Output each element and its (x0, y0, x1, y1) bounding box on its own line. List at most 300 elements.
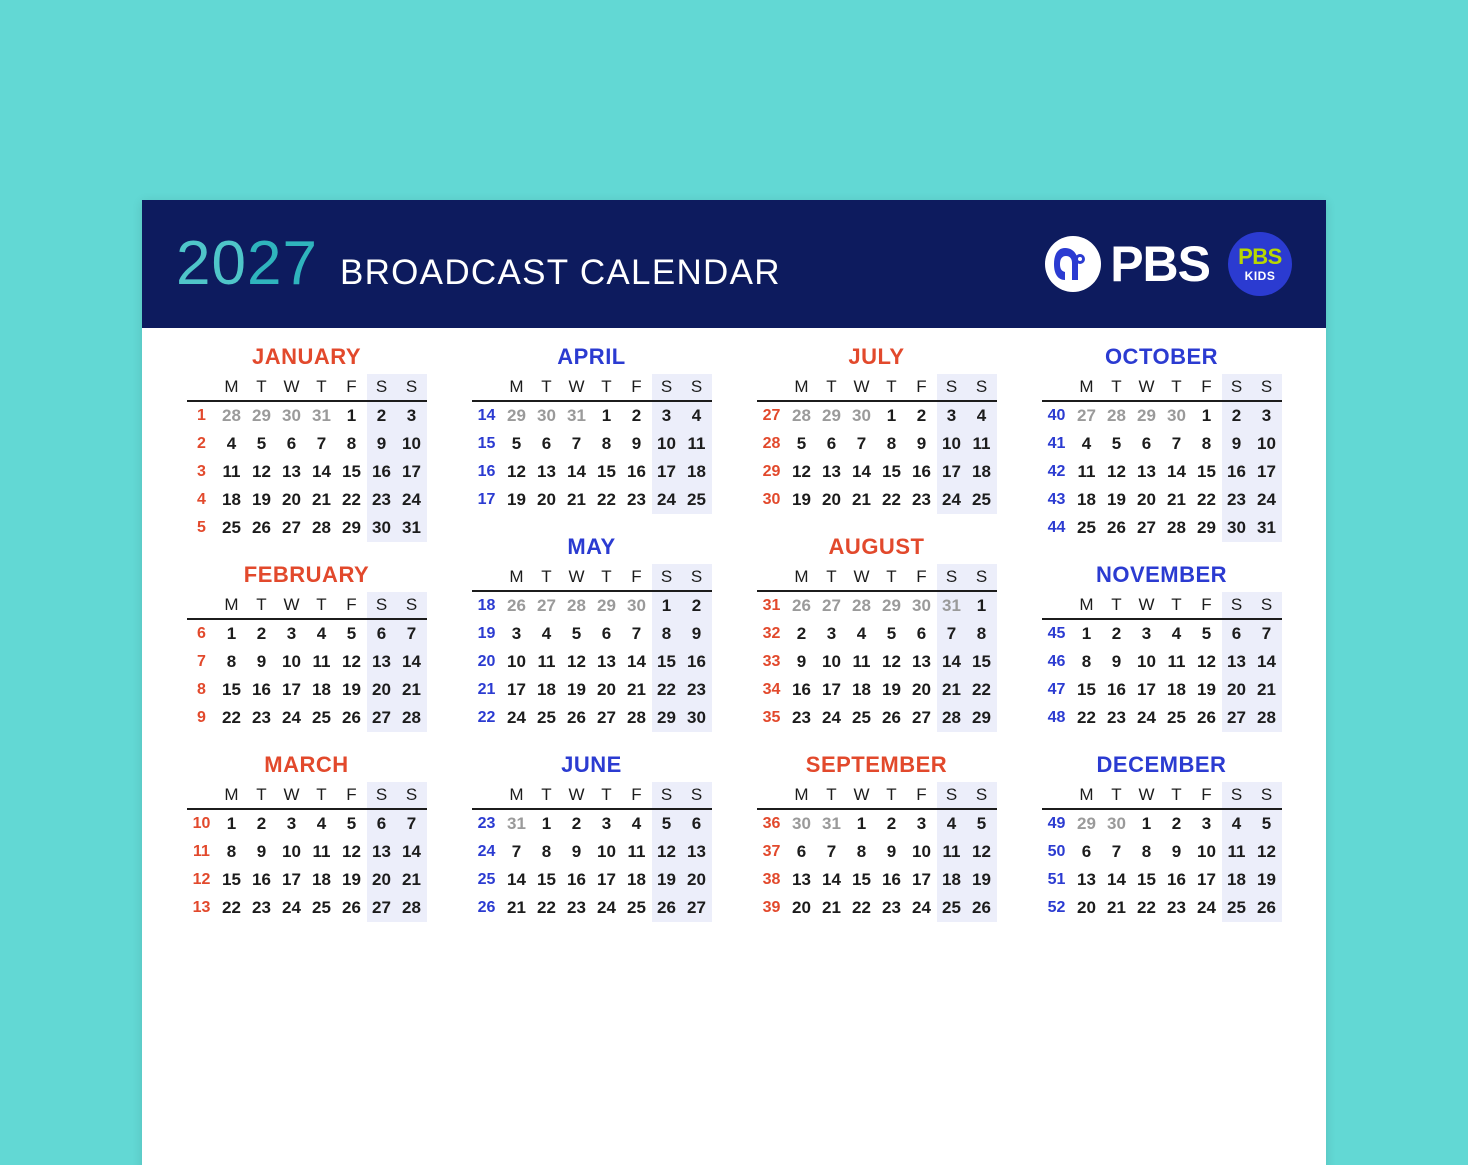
day-cell[interactable]: 22 (342, 490, 361, 509)
day-cell[interactable]: 9 (571, 842, 582, 861)
day-cell[interactable]: 23 (367, 486, 397, 514)
day-cell[interactable]: 23 (882, 898, 901, 917)
day-cell[interactable]: 25 (682, 486, 712, 514)
day-cell[interactable]: 28 (1107, 406, 1126, 425)
day-cell[interactable]: 26 (567, 708, 586, 727)
day-cell[interactable]: 12 (567, 652, 586, 671)
day-cell[interactable]: 21 (507, 898, 526, 917)
day-cell[interactable]: 14 (822, 870, 841, 889)
day-cell[interactable]: 4 (682, 401, 712, 430)
day-cell[interactable]: 25 (852, 708, 871, 727)
day-cell[interactable]: 19 (1107, 490, 1126, 509)
day-cell[interactable]: 27 (822, 596, 841, 615)
day-cell[interactable]: 18 (312, 870, 331, 889)
day-cell[interactable]: 9 (256, 842, 267, 861)
day-cell[interactable]: 29 (1197, 518, 1216, 537)
day-cell[interactable]: 9 (1222, 430, 1252, 458)
day-cell[interactable]: 15 (537, 870, 556, 889)
day-cell[interactable]: 20 (537, 490, 556, 509)
day-cell[interactable]: 15 (882, 462, 901, 481)
day-cell[interactable]: 15 (1077, 680, 1096, 699)
day-cell[interactable]: 24 (282, 898, 301, 917)
day-cell[interactable]: 1 (652, 591, 682, 620)
day-cell[interactable]: 23 (912, 490, 931, 509)
day-cell[interactable]: 6 (1141, 434, 1152, 453)
day-cell[interactable]: 24 (937, 486, 967, 514)
day-cell[interactable]: 8 (226, 652, 237, 671)
day-cell[interactable]: 10 (937, 430, 967, 458)
day-cell[interactable]: 7 (1111, 842, 1122, 861)
day-cell[interactable]: 9 (256, 652, 267, 671)
day-cell[interactable]: 3 (1252, 401, 1282, 430)
day-cell[interactable]: 6 (601, 624, 612, 643)
day-cell[interactable]: 23 (1107, 708, 1126, 727)
day-cell[interactable]: 4 (967, 401, 997, 430)
day-cell[interactable]: 31 (1252, 514, 1282, 542)
day-cell[interactable]: 3 (286, 814, 297, 833)
day-cell[interactable]: 8 (886, 434, 897, 453)
day-cell[interactable]: 25 (1077, 518, 1096, 537)
day-cell[interactable]: 7 (397, 809, 427, 838)
day-cell[interactable]: 4 (1171, 624, 1182, 643)
day-cell[interactable]: 13 (682, 838, 712, 866)
day-cell[interactable]: 28 (937, 704, 967, 732)
day-cell[interactable]: 22 (537, 898, 556, 917)
day-cell[interactable]: 28 (852, 596, 871, 615)
day-cell[interactable]: 22 (222, 708, 241, 727)
day-cell[interactable]: 17 (397, 458, 427, 486)
day-cell[interactable]: 20 (822, 490, 841, 509)
day-cell[interactable]: 24 (1252, 486, 1282, 514)
day-cell[interactable]: 28 (1167, 518, 1186, 537)
day-cell[interactable]: 9 (631, 434, 642, 453)
day-cell[interactable]: 21 (1167, 490, 1186, 509)
day-cell[interactable]: 30 (792, 814, 811, 833)
day-cell[interactable]: 12 (652, 838, 682, 866)
day-cell[interactable]: 7 (571, 434, 582, 453)
day-cell[interactable]: 1 (1081, 624, 1092, 643)
day-cell[interactable]: 26 (652, 894, 682, 922)
day-cell[interactable]: 5 (511, 434, 522, 453)
day-cell[interactable]: 5 (652, 809, 682, 838)
day-cell[interactable]: 6 (541, 434, 552, 453)
day-cell[interactable]: 5 (1201, 624, 1212, 643)
day-cell[interactable]: 15 (652, 648, 682, 676)
day-cell[interactable]: 6 (1081, 842, 1092, 861)
day-cell[interactable]: 2 (256, 814, 267, 833)
day-cell[interactable]: 13 (912, 652, 931, 671)
day-cell[interactable]: 6 (682, 809, 712, 838)
day-cell[interactable]: 4 (937, 809, 967, 838)
day-cell[interactable]: 20 (682, 866, 712, 894)
day-cell[interactable]: 21 (937, 676, 967, 704)
day-cell[interactable]: 18 (852, 680, 871, 699)
day-cell[interactable]: 3 (652, 401, 682, 430)
day-cell[interactable]: 23 (252, 898, 271, 917)
day-cell[interactable]: 15 (597, 462, 616, 481)
day-cell[interactable]: 17 (912, 870, 931, 889)
day-cell[interactable]: 9 (367, 430, 397, 458)
day-cell[interactable]: 9 (1171, 842, 1182, 861)
day-cell[interactable]: 19 (652, 866, 682, 894)
day-cell[interactable]: 2 (631, 406, 642, 425)
day-cell[interactable]: 17 (1252, 458, 1282, 486)
day-cell[interactable]: 6 (916, 624, 927, 643)
day-cell[interactable]: 21 (1107, 898, 1126, 917)
day-cell[interactable]: 10 (507, 652, 526, 671)
day-cell[interactable]: 27 (282, 518, 301, 537)
day-cell[interactable]: 19 (567, 680, 586, 699)
day-cell[interactable]: 28 (397, 894, 427, 922)
day-cell[interactable]: 3 (1141, 624, 1152, 643)
day-cell[interactable]: 10 (912, 842, 931, 861)
day-cell[interactable]: 5 (571, 624, 582, 643)
day-cell[interactable]: 29 (342, 518, 361, 537)
day-cell[interactable]: 8 (1141, 842, 1152, 861)
day-cell[interactable]: 16 (682, 648, 712, 676)
day-cell[interactable]: 25 (937, 894, 967, 922)
day-cell[interactable]: 30 (682, 704, 712, 732)
day-cell[interactable]: 8 (1201, 434, 1212, 453)
day-cell[interactable]: 29 (822, 406, 841, 425)
day-cell[interactable]: 21 (567, 490, 586, 509)
day-cell[interactable]: 24 (397, 486, 427, 514)
day-cell[interactable]: 23 (682, 676, 712, 704)
day-cell[interactable]: 27 (1222, 704, 1252, 732)
day-cell[interactable]: 22 (1197, 490, 1216, 509)
day-cell[interactable]: 26 (1107, 518, 1126, 537)
day-cell[interactable]: 3 (286, 624, 297, 643)
day-cell[interactable]: 16 (252, 680, 271, 699)
day-cell[interactable]: 3 (826, 624, 837, 643)
day-cell[interactable]: 8 (967, 620, 997, 648)
day-cell[interactable]: 1 (346, 406, 357, 425)
day-cell[interactable]: 21 (852, 490, 871, 509)
day-cell[interactable]: 22 (1137, 898, 1156, 917)
day-cell[interactable]: 29 (597, 596, 616, 615)
day-cell[interactable]: 22 (967, 676, 997, 704)
day-cell[interactable]: 26 (342, 708, 361, 727)
day-cell[interactable]: 28 (312, 518, 331, 537)
day-cell[interactable]: 17 (507, 680, 526, 699)
day-cell[interactable]: 7 (826, 842, 837, 861)
day-cell[interactable]: 14 (1107, 870, 1126, 889)
day-cell[interactable]: 12 (792, 462, 811, 481)
day-cell[interactable]: 16 (792, 680, 811, 699)
day-cell[interactable]: 3 (1201, 814, 1212, 833)
day-cell[interactable]: 8 (856, 842, 867, 861)
day-cell[interactable]: 5 (886, 624, 897, 643)
day-cell[interactable]: 18 (222, 490, 241, 509)
day-cell[interactable]: 27 (537, 596, 556, 615)
day-cell[interactable]: 1 (226, 814, 237, 833)
day-cell[interactable]: 2 (796, 624, 807, 643)
day-cell[interactable]: 18 (312, 680, 331, 699)
day-cell[interactable]: 24 (1137, 708, 1156, 727)
day-cell[interactable]: 24 (822, 708, 841, 727)
day-cell[interactable]: 14 (852, 462, 871, 481)
day-cell[interactable]: 12 (342, 842, 361, 861)
day-cell[interactable]: 1 (1201, 406, 1212, 425)
day-cell[interactable]: 19 (1252, 866, 1282, 894)
day-cell[interactable]: 26 (967, 894, 997, 922)
day-cell[interactable]: 10 (597, 842, 616, 861)
day-cell[interactable]: 28 (1252, 704, 1282, 732)
day-cell[interactable]: 28 (792, 406, 811, 425)
day-cell[interactable]: 25 (1222, 894, 1252, 922)
day-cell[interactable]: 10 (1197, 842, 1216, 861)
day-cell[interactable]: 8 (601, 434, 612, 453)
day-cell[interactable]: 31 (312, 406, 331, 425)
day-cell[interactable]: 28 (222, 406, 241, 425)
day-cell[interactable]: 4 (1081, 434, 1092, 453)
day-cell[interactable]: 14 (397, 838, 427, 866)
day-cell[interactable]: 11 (967, 430, 997, 458)
day-cell[interactable]: 28 (627, 708, 646, 727)
day-cell[interactable]: 19 (342, 680, 361, 699)
day-cell[interactable]: 30 (367, 514, 397, 542)
day-cell[interactable]: 1 (967, 591, 997, 620)
day-cell[interactable]: 16 (627, 462, 646, 481)
day-cell[interactable]: 23 (252, 708, 271, 727)
day-cell[interactable]: 14 (507, 870, 526, 889)
day-cell[interactable]: 4 (541, 624, 552, 643)
day-cell[interactable]: 21 (397, 676, 427, 704)
day-cell[interactable]: 7 (856, 434, 867, 453)
day-cell[interactable]: 27 (1137, 518, 1156, 537)
day-cell[interactable]: 30 (627, 596, 646, 615)
day-cell[interactable]: 27 (912, 708, 931, 727)
day-cell[interactable]: 29 (967, 704, 997, 732)
day-cell[interactable]: 23 (567, 898, 586, 917)
day-cell[interactable]: 1 (541, 814, 552, 833)
day-cell[interactable]: 29 (252, 406, 271, 425)
day-cell[interactable]: 8 (226, 842, 237, 861)
day-cell[interactable]: 6 (286, 434, 297, 453)
day-cell[interactable]: 16 (882, 870, 901, 889)
day-cell[interactable]: 21 (822, 898, 841, 917)
day-cell[interactable]: 26 (1252, 894, 1282, 922)
day-cell[interactable]: 18 (937, 866, 967, 894)
day-cell[interactable]: 6 (796, 842, 807, 861)
day-cell[interactable]: 27 (597, 708, 616, 727)
day-cell[interactable]: 24 (912, 898, 931, 917)
day-cell[interactable]: 3 (511, 624, 522, 643)
day-cell[interactable]: 23 (627, 490, 646, 509)
day-cell[interactable]: 8 (652, 620, 682, 648)
day-cell[interactable]: 2 (886, 814, 897, 833)
day-cell[interactable]: 20 (1077, 898, 1096, 917)
day-cell[interactable]: 6 (826, 434, 837, 453)
day-cell[interactable]: 17 (282, 680, 301, 699)
day-cell[interactable]: 3 (601, 814, 612, 833)
day-cell[interactable]: 19 (882, 680, 901, 699)
day-cell[interactable]: 20 (1222, 676, 1252, 704)
day-cell[interactable]: 7 (511, 842, 522, 861)
day-cell[interactable]: 2 (1171, 814, 1182, 833)
day-cell[interactable]: 16 (252, 870, 271, 889)
day-cell[interactable]: 17 (597, 870, 616, 889)
day-cell[interactable]: 2 (682, 591, 712, 620)
day-cell[interactable]: 23 (1222, 486, 1252, 514)
day-cell[interactable]: 30 (282, 406, 301, 425)
day-cell[interactable]: 18 (1077, 490, 1096, 509)
day-cell[interactable]: 19 (507, 490, 526, 509)
day-cell[interactable]: 13 (282, 462, 301, 481)
day-cell[interactable]: 19 (792, 490, 811, 509)
day-cell[interactable]: 13 (1137, 462, 1156, 481)
day-cell[interactable]: 4 (226, 434, 237, 453)
day-cell[interactable]: 14 (1167, 462, 1186, 481)
day-cell[interactable]: 10 (652, 430, 682, 458)
day-cell[interactable]: 13 (1222, 648, 1252, 676)
day-cell[interactable]: 26 (507, 596, 526, 615)
day-cell[interactable]: 30 (537, 406, 556, 425)
day-cell[interactable]: 6 (367, 619, 397, 648)
day-cell[interactable]: 24 (282, 708, 301, 727)
day-cell[interactable]: 12 (252, 462, 271, 481)
day-cell[interactable]: 17 (1137, 680, 1156, 699)
day-cell[interactable]: 25 (537, 708, 556, 727)
day-cell[interactable]: 13 (367, 838, 397, 866)
day-cell[interactable]: 2 (916, 406, 927, 425)
day-cell[interactable]: 15 (1137, 870, 1156, 889)
day-cell[interactable]: 12 (882, 652, 901, 671)
day-cell[interactable]: 17 (937, 458, 967, 486)
day-cell[interactable]: 25 (1167, 708, 1186, 727)
day-cell[interactable]: 30 (1107, 814, 1126, 833)
day-cell[interactable]: 10 (1252, 430, 1282, 458)
day-cell[interactable]: 17 (282, 870, 301, 889)
day-cell[interactable]: 10 (397, 430, 427, 458)
day-cell[interactable]: 11 (852, 652, 871, 671)
day-cell[interactable]: 3 (397, 401, 427, 430)
day-cell[interactable]: 2 (571, 814, 582, 833)
day-cell[interactable]: 20 (1137, 490, 1156, 509)
day-cell[interactable]: 24 (507, 708, 526, 727)
day-cell[interactable]: 7 (937, 620, 967, 648)
day-cell[interactable]: 20 (367, 866, 397, 894)
day-cell[interactable]: 10 (282, 842, 301, 861)
day-cell[interactable]: 28 (397, 704, 427, 732)
day-cell[interactable]: 15 (222, 870, 241, 889)
day-cell[interactable]: 27 (367, 704, 397, 732)
day-cell[interactable]: 13 (597, 652, 616, 671)
day-cell[interactable]: 6 (1222, 619, 1252, 648)
day-cell[interactable]: 16 (1222, 458, 1252, 486)
day-cell[interactable]: 21 (312, 490, 331, 509)
day-cell[interactable]: 22 (222, 898, 241, 917)
day-cell[interactable]: 27 (367, 894, 397, 922)
day-cell[interactable]: 4 (316, 814, 327, 833)
day-cell[interactable]: 12 (1197, 652, 1216, 671)
day-cell[interactable]: 20 (282, 490, 301, 509)
day-cell[interactable]: 2 (1222, 401, 1252, 430)
day-cell[interactable]: 2 (1111, 624, 1122, 643)
day-cell[interactable]: 31 (397, 514, 427, 542)
day-cell[interactable]: 29 (652, 704, 682, 732)
day-cell[interactable]: 15 (342, 462, 361, 481)
day-cell[interactable]: 31 (567, 406, 586, 425)
day-cell[interactable]: 11 (1167, 652, 1186, 671)
day-cell[interactable]: 26 (252, 518, 271, 537)
day-cell[interactable]: 11 (937, 838, 967, 866)
day-cell[interactable]: 31 (937, 591, 967, 620)
day-cell[interactable]: 15 (1197, 462, 1216, 481)
day-cell[interactable]: 16 (1107, 680, 1126, 699)
day-cell[interactable]: 25 (312, 708, 331, 727)
day-cell[interactable]: 26 (342, 898, 361, 917)
day-cell[interactable]: 24 (597, 898, 616, 917)
day-cell[interactable]: 21 (627, 680, 646, 699)
day-cell[interactable]: 13 (367, 648, 397, 676)
day-cell[interactable]: 13 (822, 462, 841, 481)
day-cell[interactable]: 15 (852, 870, 871, 889)
day-cell[interactable]: 26 (792, 596, 811, 615)
day-cell[interactable]: 25 (627, 898, 646, 917)
day-cell[interactable]: 29 (882, 596, 901, 615)
day-cell[interactable]: 25 (312, 898, 331, 917)
day-cell[interactable]: 7 (397, 619, 427, 648)
day-cell[interactable]: 10 (1137, 652, 1156, 671)
day-cell[interactable]: 20 (792, 898, 811, 917)
day-cell[interactable]: 22 (882, 490, 901, 509)
day-cell[interactable]: 12 (1107, 462, 1126, 481)
day-cell[interactable]: 10 (822, 652, 841, 671)
day-cell[interactable]: 19 (967, 866, 997, 894)
day-cell[interactable]: 16 (1167, 870, 1186, 889)
day-cell[interactable]: 30 (1167, 406, 1186, 425)
day-cell[interactable]: 1 (856, 814, 867, 833)
day-cell[interactable]: 11 (312, 842, 331, 861)
day-cell[interactable]: 30 (852, 406, 871, 425)
day-cell[interactable]: 11 (312, 652, 331, 671)
day-cell[interactable]: 2 (367, 401, 397, 430)
day-cell[interactable]: 19 (252, 490, 271, 509)
day-cell[interactable]: 12 (967, 838, 997, 866)
day-cell[interactable]: 8 (541, 842, 552, 861)
day-cell[interactable]: 26 (1197, 708, 1216, 727)
day-cell[interactable]: 18 (967, 458, 997, 486)
day-cell[interactable]: 26 (882, 708, 901, 727)
day-cell[interactable]: 22 (852, 898, 871, 917)
day-cell[interactable]: 5 (346, 814, 357, 833)
day-cell[interactable]: 11 (1222, 838, 1252, 866)
day-cell[interactable]: 5 (967, 809, 997, 838)
day-cell[interactable]: 1 (886, 406, 897, 425)
day-cell[interactable]: 20 (367, 676, 397, 704)
day-cell[interactable]: 18 (682, 458, 712, 486)
day-cell[interactable]: 14 (627, 652, 646, 671)
day-cell[interactable]: 11 (627, 842, 646, 861)
day-cell[interactable]: 7 (631, 624, 642, 643)
day-cell[interactable]: 5 (346, 624, 357, 643)
day-cell[interactable]: 7 (316, 434, 327, 453)
day-cell[interactable]: 27 (682, 894, 712, 922)
day-cell[interactable]: 16 (367, 458, 397, 486)
day-cell[interactable]: 18 (1222, 866, 1252, 894)
day-cell[interactable]: 4 (631, 814, 642, 833)
day-cell[interactable]: 24 (1197, 898, 1216, 917)
day-cell[interactable]: 20 (597, 680, 616, 699)
day-cell[interactable]: 9 (1111, 652, 1122, 671)
day-cell[interactable]: 28 (567, 596, 586, 615)
day-cell[interactable]: 16 (567, 870, 586, 889)
day-cell[interactable]: 5 (256, 434, 267, 453)
day-cell[interactable]: 16 (912, 462, 931, 481)
day-cell[interactable]: 29 (1137, 406, 1156, 425)
day-cell[interactable]: 17 (822, 680, 841, 699)
